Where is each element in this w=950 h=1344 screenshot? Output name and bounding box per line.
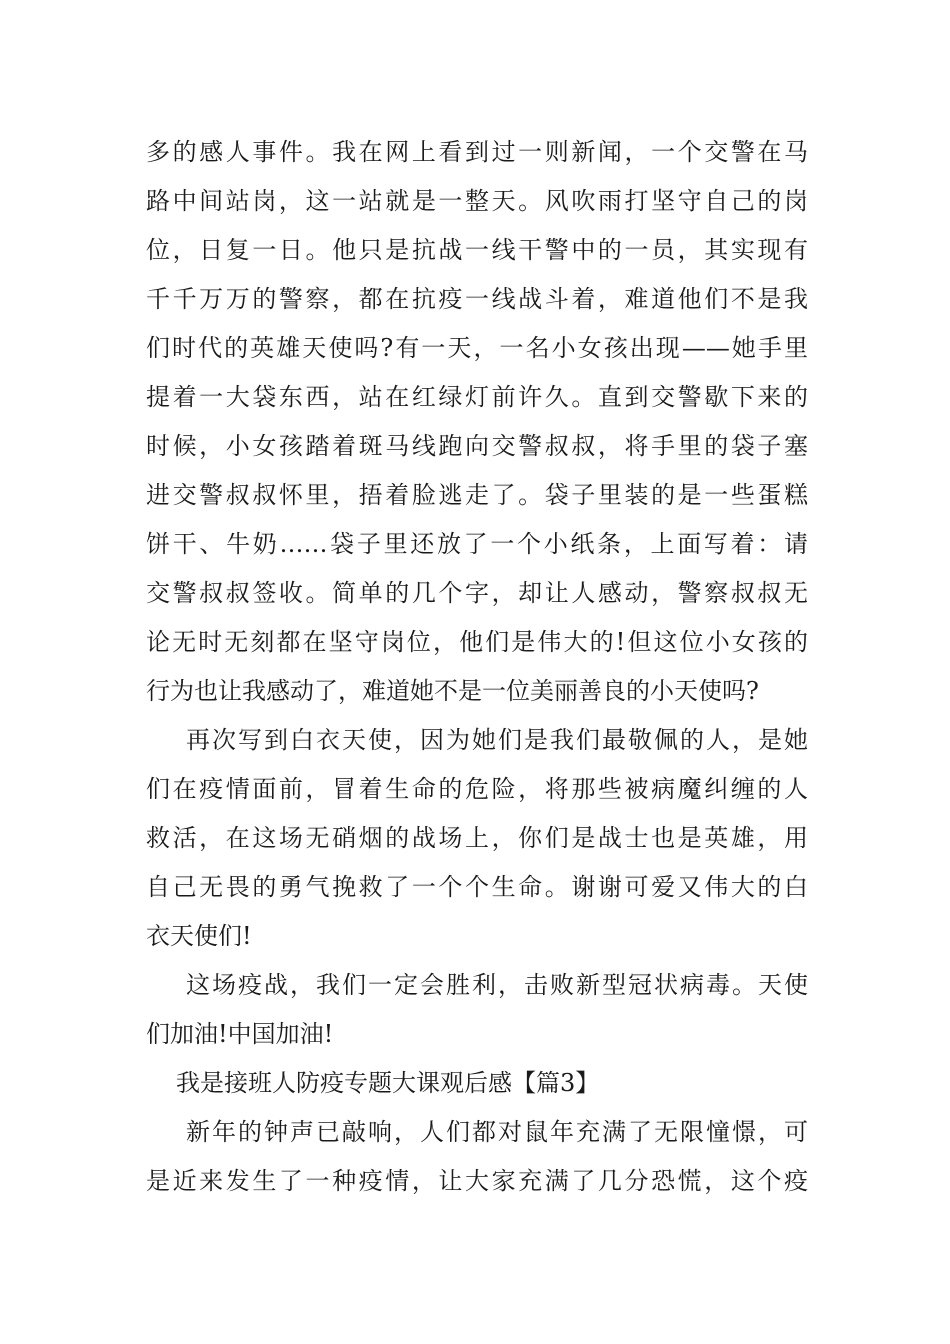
text-line: 时候，小女孩踏着斑马线跑向交警叔叔，将手里的袋子塞 (146, 432, 808, 460)
text-line: 提着一大袋东西，站在红绿灯前许久。直到交警歇下来的 (146, 383, 808, 411)
text-line: 这场疫战，我们一定会胜利，击败新型冠状病毒。天使 (186, 971, 808, 999)
text-line: 饼干、牛奶……袋子里还放了一个小纸条，上面写着：请 (146, 530, 808, 558)
paragraph-4 (146, 1108, 808, 1206)
text-line: 进交警叔叔怀里，捂着脸逃走了。袋子里装的是一些蛋糕 (146, 481, 808, 509)
text-line: 救活，在这场无硝烟的战场上，你们是战士也是英雄，用 (146, 824, 808, 852)
text-line: 自己无畏的勇气挽救了一个个生命。谢谢可爱又伟大的白 (146, 873, 808, 901)
section-heading (146, 1059, 808, 1108)
text-line: 路中间站岗，这一站就是一整天。风吹雨打坚守自己的岗 (146, 187, 808, 215)
text-line: 交警叔叔签收。简单的几个字，却让人感动，警察叔叔无 (146, 579, 808, 607)
heading-text: 我是接班人防疫专题大课观后感【篇3】 (176, 1069, 600, 1097)
paragraph-1 (146, 128, 808, 716)
text-line: 论无时无刻都在坚守岗位，他们是伟大的!但这位小女孩的 (146, 628, 808, 656)
text-line: 们在疫情面前，冒着生命的危险，将那些被病魔纠缠的人 (146, 775, 808, 803)
text-line: 行为也让我感动了，难道她不是一位美丽善良的小天使吗? (146, 677, 759, 705)
text-line: 们加油!中国加油! (146, 1020, 334, 1048)
text-line: 多的感人事件。我在网上看到过一则新闻，一个交警在马 (146, 138, 808, 166)
text-line: 们时代的英雄天使吗?有一天，一名小女孩出现——她手里 (146, 334, 808, 362)
text-line: 千千万万的警察，都在抗疫一线战斗着，难道他们不是我 (146, 285, 808, 313)
paragraph-3 (146, 961, 808, 1059)
text-line: 新年的钟声已敲响，人们都对鼠年充满了无限憧憬，可 (186, 1118, 808, 1146)
text-line: 位，日复一日。他只是抗战一线干警中的一员，其实现有 (146, 236, 808, 264)
text-line: 再次写到白衣天使，因为她们是我们最敬佩的人，是她 (186, 726, 808, 754)
paragraph-2 (146, 716, 808, 961)
text-line: 衣天使们! (146, 922, 252, 950)
document-body (146, 128, 808, 1206)
text-line: 是近来发生了一种疫情，让大家充满了几分恐慌，这个疫 (146, 1167, 808, 1195)
